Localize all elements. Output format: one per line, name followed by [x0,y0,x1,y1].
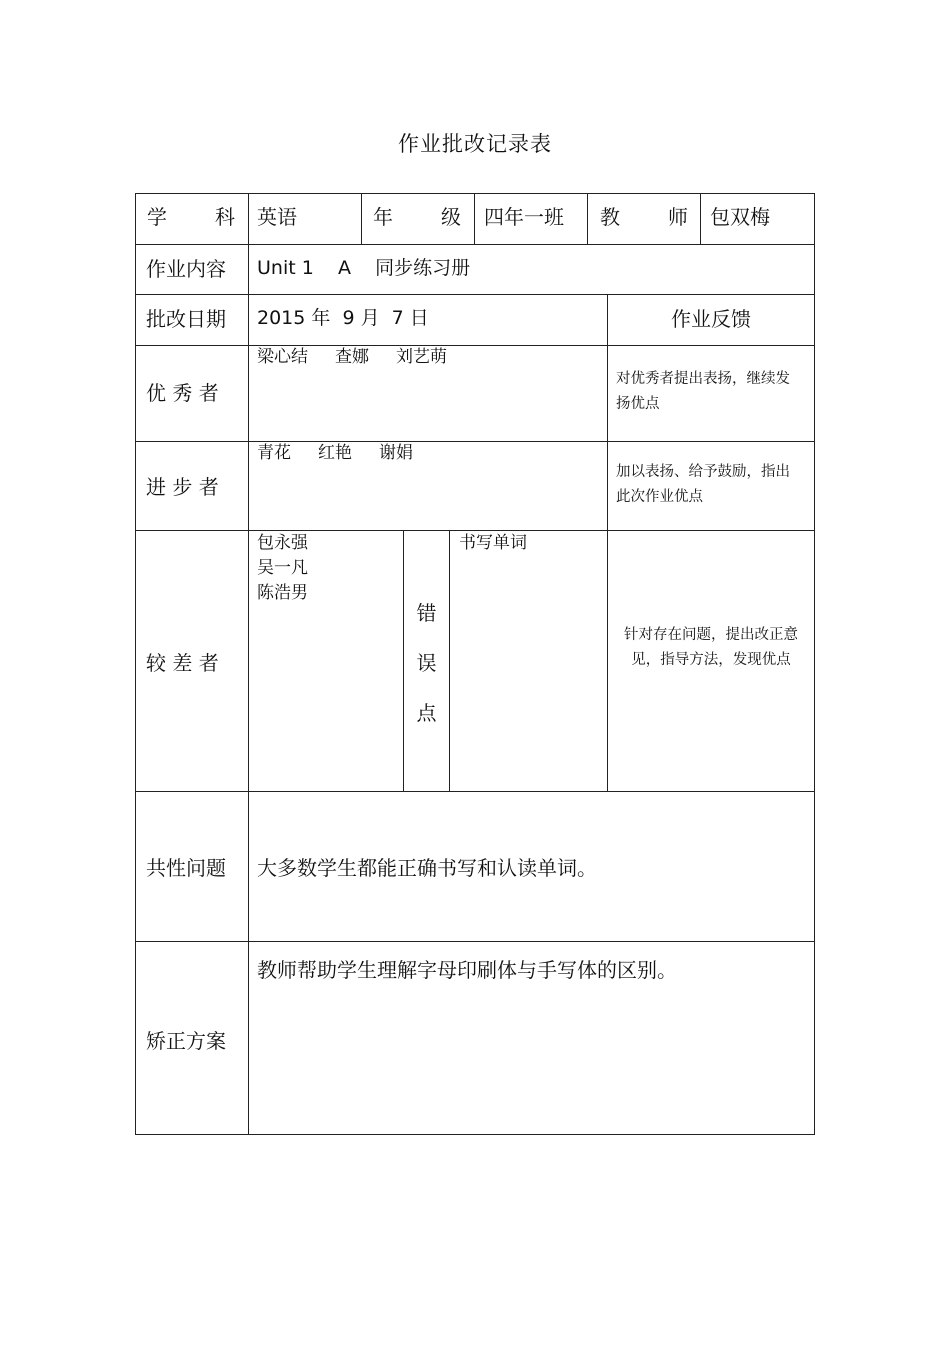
row-divider [135,244,815,245]
error-points-label: 错 误 点 [416,601,437,725]
content-label: 作业内容 [146,257,226,281]
grade-label: 年 级 [373,205,461,229]
row-divider [135,345,815,346]
row-divider [135,441,815,442]
excellent-label: 优 秀 者 [146,381,219,405]
teacher-label: 教 师 [600,205,688,229]
excellent-feedback: 对优秀者提出表扬，继续发扬优点 [616,371,790,412]
column-divider [361,193,362,244]
column-divider [587,193,588,244]
column-divider [474,193,475,244]
date-value: 2015 年 9 月 7 日 [257,307,429,329]
column-divider [814,193,815,1135]
progress-feedback: 加以表扬、给予鼓励，指出此次作业优点 [616,464,790,505]
common-problem-label: 共性问题 [146,856,226,880]
excellent-names: 梁心结 查娜 刘艺萌 [257,347,448,367]
teacher-value: 包双梅 [710,205,770,229]
subject-value: 英语 [257,205,297,229]
error-points-value: 书写单词 [459,533,527,553]
correction-plan-label: 矫正方案 [146,1029,226,1053]
content-value: Unit 1 A 同步练习册 [257,257,471,279]
weak-feedback: 针对存在问题，提出改正意见，指导方法，发现优点 [624,627,798,668]
column-divider [248,193,249,1135]
column-divider [449,530,450,791]
weak-name: 包永强 [257,533,308,553]
weak-name: 陈浩男 [257,583,308,603]
date-label: 批改日期 [146,307,226,331]
feedback-header: 作业反馈 [671,307,751,331]
subject-label: 学 科 [147,205,235,229]
column-divider [700,193,701,244]
weak-label: 较 差 者 [146,651,219,675]
record-form-table [135,193,815,1135]
weak-name: 吴一凡 [257,558,308,578]
common-problem-value: 大多数学生都能正确书写和认读单词。 [257,856,597,880]
page-title: 作业批改记录表 [398,132,552,156]
column-divider [135,193,136,1135]
grade-value: 四年一班 [484,205,564,229]
row-divider [135,1134,815,1135]
correction-plan-value: 教师帮助学生理解字母印刷体与手写体的区别。 [257,958,677,982]
column-divider [607,294,608,791]
row-divider [135,530,815,531]
progress-names: 青花 红艳 谢娟 [257,443,414,463]
progress-label: 进 步 者 [146,475,219,499]
row-divider [135,193,815,194]
row-divider [135,791,815,792]
row-divider [135,941,815,942]
row-divider [135,294,815,295]
